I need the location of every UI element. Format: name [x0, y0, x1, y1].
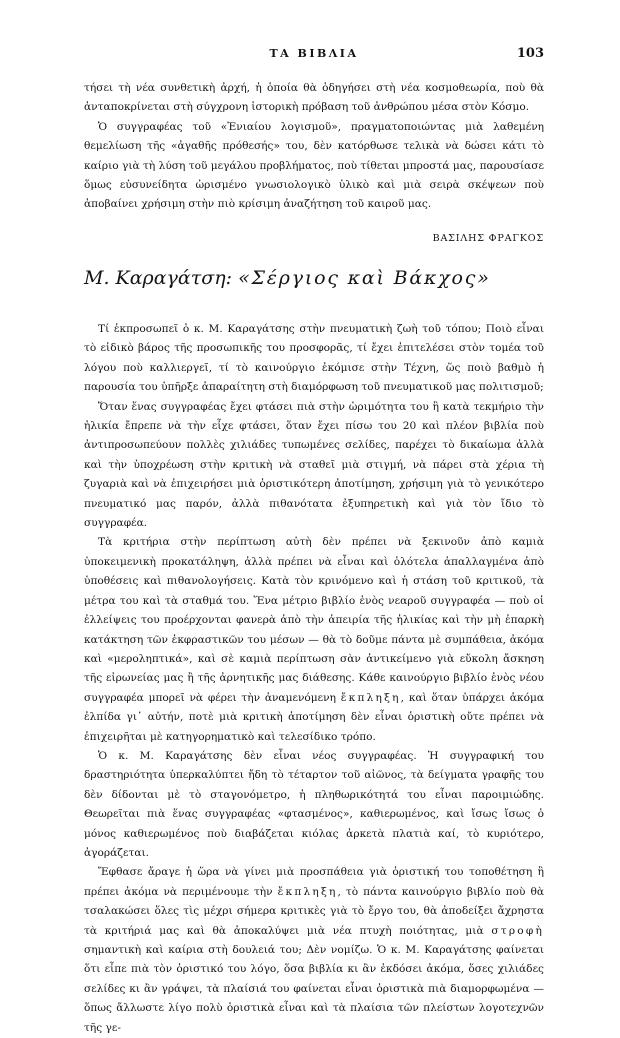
- previous-review-paragraph: τήσει τὴ νέα συνθετικὴ ἀρχή, ἡ ὁποία θὰ ὁδηγήσει στὴ νέα κοσμοθεωρία, ποὺ θὰ ἀνταποκρίνεται στὴ σύγχρονη ἱστορικὴ πρόβαση τοῦ ἀνθρώπου μέσα στὸν Κόσμο.: [84, 82, 544, 114]
- spaced-emphasis: ἔκπληξη: [340, 691, 401, 704]
- paragraph-text: σημαντικὴ καὶ καίρια στὴ δουλειά του; Δὲν νομίζω. Ὁ κ. Μ. Καραγάτσης φαίνεται ὅτι εἶπε πιὰ τὸν ὁριστικό του λόγο, ὅσα βιβλία κι ἂν ἐκδόσει ἀκόμα, ὅσες χιλιάδες σελίδες κι ἂν γράψει, τὰ πλαίσιά του φαίνεται εἶναι ὁριστικὰ πιὰ διαμορφωμένα — ὅπως ἄλλωστε λίγο πολὺ ὁριστικὰ εἶναι καὶ τὰ πλαίσια τῶν πλείστων λογοτεχνῶν τῆς γε-: [84, 944, 544, 1034]
- paragraph-text: , καὶ ὅταν ὑπάρχει ἀκόμα ἐλπίδα γι᾿ αὐτήν, ποτὲ μιὰ κριτικὴ ἀποτίμηση δὲν εἶναι ὁριστικὴ οὔτε πρέπει νὰ ἐπιχειρῆται μὲ κατηγορηματικὸ καὶ τελεσίδικο τρόπο.: [84, 691, 545, 743]
- paragraph-text: Ἔφθασε ἄραγε ἡ ὥρα νὰ γίνει μιὰ προσπάθεια γιὰ ὁριστική του τοποθέτηση ἢ πρέπει ἀκόμα νὰ περιμένουμε τὴν: [84, 866, 544, 898]
- paragraph-text: Τὰ κριτήρια στὴν περίπτωση αὐτὴ δὲν πρέπει νὰ ξεκινοῦν ἀπὸ καμιὰ ὑποκειμενικὴ προκατάληψη, ἀλλὰ πρέπει νὰ εἶναι καὶ ὁλότελα ἀπαλλαγμένα ἀπὸ ὑποθέσεις καὶ πιθανολογήσεις. Κατὰ τὸν κρινόμενο καὶ ἡ στάση τοῦ κριτικοῦ, τὰ μέτρα του καὶ τὰ σταθμά του. Ἕνα μέτριο βιβλίο ἑνὸς νεαροῦ συγγραφέα — ποὺ οἱ ἐλλείψεις του προέρχονται φανερὰ ἀπὸ τὴν ἀπειρία τῆς ἡλικίας καὶ τὴν μὴ ἐπαρκὴ κατάκτηση τῶν ἐκφραστικῶν του μέσων — θὰ τὸ δοῦμε πάντα μὲ συμπάθεια, ἀκόμα καὶ «μεροληπτικά», καὶ σὲ καμιὰ περίπτωση σὰν ἀντικείμενο γιὰ εὔκολη ἄσκηση τῆς εἰρωνείας μας ἢ τῆς ἀρνητικῆς μας διάθεσης. Κάθε καινούργιο βιβλίο ἑνὸς νέου συγγραφέα μπορεῖ νὰ φέρει τὴν ἀναμενόμενη: [84, 536, 544, 704]
- review-signature: ΒΑΣΙΛΗΣ ΦΡΑΓΚΟΣ: [432, 233, 544, 244]
- article-paragraph: [84, 863, 544, 1038]
- previous-review-paragraph: Ὁ συγγραφέας τοῦ «Ἐνιαίου λογισμοῦ», πραγματοποιώντας μιὰ λαθεμένη θεμελίωση τῆς «ἀγαθῆς πρόθεσής» του, δὲν κατόρθωσε τελικὰ νὰ δώσει κάτι τὸ καίριο γιὰ τὴ λύση τοῦ μεγάλου προβλήματος, ποὺ τίθεται μπροστά μας, παρουσίασε ὅμως εὐσυνείδητα ὡρισμένο γνωσιολογικὸ ὑλικὸ καὶ μιὰ σειρὰ σκέψεων ποὺ ἀποβαίνει χρήσιμη στὴν πιὸ κρίσιμη ἀναζήτηση τοῦ καιροῦ μας.: [84, 120, 545, 211]
- running-title: ΤΑ ΒΙΒΛΙΑ: [269, 47, 359, 60]
- spaced-emphasis: ἔκπληξη: [277, 885, 338, 898]
- article-body: [84, 320, 544, 1038]
- article-heading: [84, 267, 544, 289]
- page-header: [84, 47, 544, 65]
- page-number: 103: [516, 46, 544, 61]
- paragraph-text: , τὸ πάντα καινούργιο βιβλίο ποὺ θὰ τσαλακώσει ὅλες τὶς μέχρι σήμερα κριτικὲς γιὰ τὸ ἔργο του, θὰ ἀποδείξει ἄχρηστα τὰ κριτήριά μας καὶ θὰ ἀποκαλύψει μιὰ νέα πτυχὴ ποιότητας, μιὰ: [84, 885, 544, 937]
- article-author: Μ. Καραγάτση:: [84, 267, 233, 289]
- article-paragraph: [84, 533, 544, 746]
- article-paragraph: Ὅταν ἕνας συγγραφέας ἔχει φτάσει πιὰ στὴν ὡριμότητα του ἢ κατὰ τεκμήριο τὴν ἡλικία ἔπρεπε νὰ τὴν εἶχε φτάσει, ὅταν ἔχει πίσω του 20 καὶ πλέον βιβλία ποὺ ἀντιπροσωπεύουν πολλὲς χιλιάδες τυπωμένες σελίδες, παρέχει τὸ δικαίωμα ἀλλὰ καὶ τὴν ὑποχρέωση στὴν κριτικὴ νὰ σταθεῖ μιὰ στιγμή, νὰ πάρει στὰ χέρια τὴ ζυγαριὰ καὶ νὰ ἐπιχειρήσει μιὰ ὁριστικότερη ἀποτίμηση, χρήσιμη γιὰ τὸ γενικότερο πνευματικό μας παρόν, ἀλλὰ πιθανότατα ἐξυπηρετικὴ καὶ γιὰ τὸν ἴδιο τὸ συγγραφέα.: [84, 400, 544, 530]
- article-paragraph: Τί ἐκπροσωπεῖ ὁ κ. Μ. Καραγάτσης στὴν πνευματικὴ ζωὴ τοῦ τόπου; Ποιὸ εἶναι τὸ εἰδικὸ βάρος τῆς προσωπικῆς του προσφορᾶς, τί ἔχει ἐπιτελέσει στὸν τομέα τοῦ λόγου ποὺ καλλιεργεῖ, τί τὸ καινούργιο ἐκόμισε στὴν Τέχνη, ὥς ποιὸ βαθμὸ ἡ παρουσία του ὑπῆρξε ἀπαραίτητη στὴ διαμόρφωση τοῦ πνευματικοῦ μας πολιτισμοῦ;: [84, 323, 544, 394]
- spaced-emphasis: στροφὴ: [491, 924, 544, 937]
- article-paragraph: Ὁ κ. Μ. Καραγάτσης δὲν εἶναι νέος συγγραφέας. Ἡ συγγραφική του δραστηριότητα ὑπερκαλύπτει ἤδη τὸ τέταρτον τοῦ αἰῶνος, τὰ δείγματα γραφῆς του δὲν δίδονται μὲ τὸ σταγονόμετρο, ἡ πληθωρικότητά του εἶναι παροιμιώδης. Θεωρεῖται πιὰ ἕνας συγγραφέας «φτασμένος», καθιερωμένος, καὶ ἴσως ἴσως ὁ μόνος καθιερωμένος ποὺ διαβάζεται κιόλας ἀρκετὰ πλατιὰ καί, τὸ κυριότερο, ἀγοράζεται.: [84, 749, 544, 859]
- previous-review-ending: [84, 79, 544, 215]
- article-title: «Σέργιος καὶ Βάκχος»: [238, 267, 491, 289]
